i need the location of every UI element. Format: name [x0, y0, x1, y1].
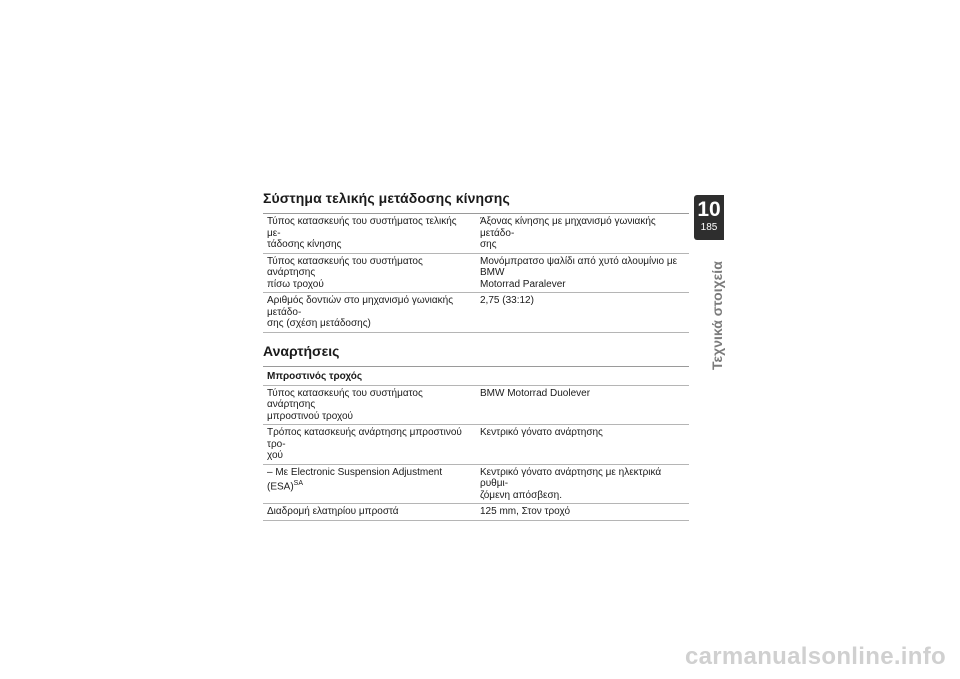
final-drive-table	[263, 213, 689, 333]
label-text: Αριθμός δοντιών στο μηχανισμό γωνιακής μετάδο- σης (σχέση μετάδοσης)	[267, 295, 454, 329]
label-text: – Με Electronic Suspension Adjustment (ESA)	[267, 466, 443, 493]
side-chapter-title: Τεχνικά στοιχεία	[709, 261, 725, 370]
label-text: Τύπος κατασκευής του συστήματος ανάρτησης πίσω τροχού	[267, 255, 423, 290]
label-text: Τύπος κατασκευής του συστήματος τελικής με- τάδοσης κίνησης	[267, 216, 457, 250]
value-text: Κεντρικό γόνατο ανάρτησης με ηλεκτρικά ρυθμι- ζόμενη απόσβεση.	[480, 466, 662, 501]
value-text: BMW Motorrad Duolever	[480, 387, 591, 399]
row-label	[263, 386, 476, 425]
table-row	[263, 465, 689, 505]
row-value	[476, 386, 689, 425]
row-value	[476, 425, 689, 464]
watermark: carmanualsonline.info	[684, 643, 946, 670]
chapter-tab	[694, 195, 724, 240]
label-text: Τρόπος κατασκευής ανάρτησης μπροστινού τρο- χού	[267, 427, 462, 461]
row-label	[263, 293, 476, 332]
page-number: 185	[700, 222, 718, 233]
value-text: 125 mm, Στον τροχό	[480, 506, 571, 517]
row-label	[263, 465, 476, 504]
row-label	[263, 254, 476, 293]
section-title-final-drive: Σύστημα τελικής μετάδοσης κίνησης	[263, 190, 510, 206]
row-value	[476, 293, 689, 332]
value-text: Άξονας κίνησης με μηχανισμό γωνιακής μετάδο- σης	[480, 216, 656, 250]
chapter-number: 10	[697, 198, 721, 221]
row-label	[263, 425, 476, 464]
row-value	[476, 504, 689, 520]
table-row	[263, 425, 689, 465]
value-text: Μονόμπρατσο ψαλίδι από χυτό αλουμίνιο με BMW Motorrad Paralever	[480, 255, 678, 290]
table-row	[263, 386, 689, 426]
suspension-table	[263, 366, 689, 521]
table-row	[263, 254, 689, 294]
table-row	[263, 504, 689, 521]
label-text: Διαδρομή ελατηρίου μπροστά	[267, 506, 399, 517]
subheading-front-wheel: Μπροστινός τροχός	[263, 367, 689, 386]
table-row	[263, 293, 689, 333]
label-text: Τύπος κατασκευής του συστήματος ανάρτησης μπροστινού τροχού	[267, 387, 423, 422]
row-value	[476, 465, 689, 504]
section-title-suspension: Αναρτήσεις	[263, 342, 340, 359]
row-label	[263, 504, 476, 520]
row-label	[263, 214, 476, 253]
value-text: 2,75 (33:12)	[480, 295, 534, 306]
row-value	[476, 214, 689, 253]
row-value	[476, 254, 689, 293]
option-superscript: SA	[293, 480, 304, 487]
document-content	[263, 190, 689, 521]
value-text: Κεντρικό γόνατο ανάρτησης	[480, 427, 603, 438]
table-row	[263, 214, 689, 254]
